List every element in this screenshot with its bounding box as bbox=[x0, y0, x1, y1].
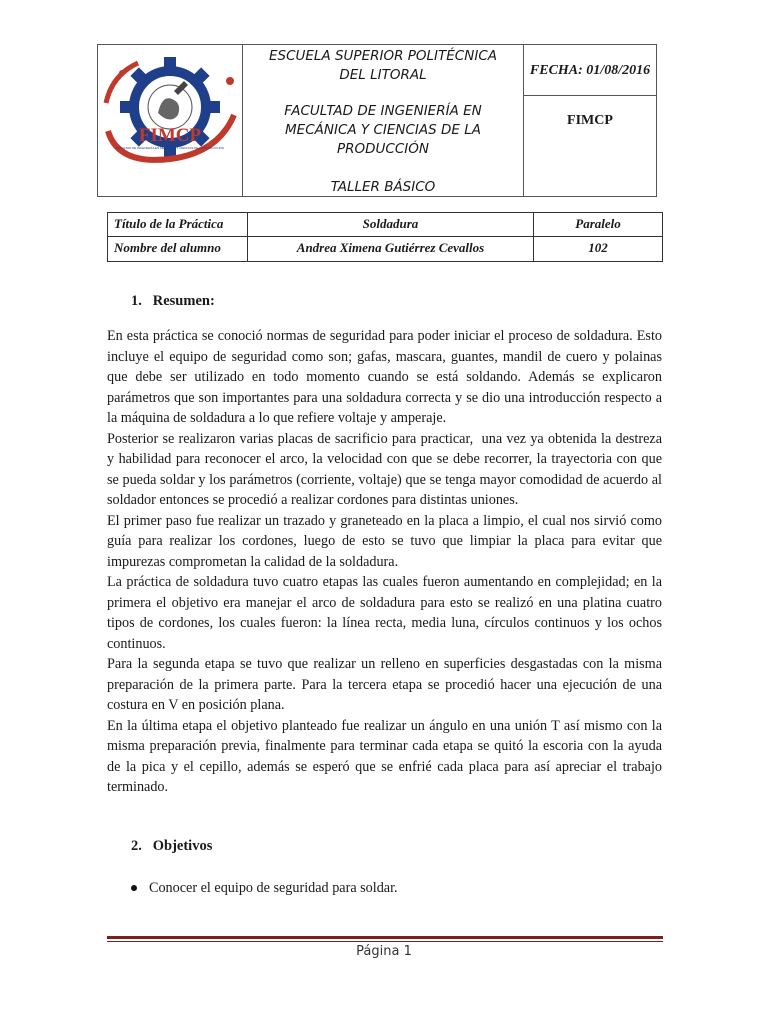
faculty-line-1: FACULTAD DE INGENIERÍA EN bbox=[284, 103, 482, 119]
logo-subtext: FACULTAD DE INGENIERÍA EN MECÁNICA Y CIENCIAS DE LA PRODUCCIÓN bbox=[115, 146, 225, 150]
paragraph: Para la segunda etapa se tuvo que realizar un relleno en superficies desgastadas con la misma preparación de la primera parte. Para la tercera etapa se procedió hacer una ejecución de una costura en V en posición plana. bbox=[107, 656, 662, 713]
fimcp-logo bbox=[98, 45, 243, 196]
student-name-value: Andrea Ximena Gutiérrez Cevallos bbox=[248, 237, 534, 261]
institution-cell bbox=[243, 45, 524, 196]
course-name: TALLER BÁSICO bbox=[330, 179, 436, 195]
table-row bbox=[108, 213, 662, 237]
school-name bbox=[243, 47, 523, 85]
bullet-text: Conocer el equipo de seguridad para soldar. bbox=[149, 880, 398, 896]
paragraph: Posterior se realizaron varias placas de sacrificio para practicar, una vez ya obtenida la destreza y habilidad para reconocer el arco, la velocidad con que se debe recorrer, la trayectoria con que se pueda soldar y los parámetros (corriente, voltaje) que se tenga mayor comodidad de acuerdo al soldador entonces se procedió a realizar cordones para distintas uniones. bbox=[107, 430, 662, 508]
logo-text: FIMCP bbox=[138, 125, 202, 146]
practice-title-label: Título de la Práctica bbox=[108, 213, 248, 237]
paragraph: En esta práctica se conoció normas de seguridad para poder iniciar el proceso de soldadura. Esto incluye el equipo de seguridad como son; gafas, mascara, guantes, mandil de cuero y polainas que debe ser utilizado en todo momento cuando se está soldando. Además se explicaron parámetros que son importantes para una soldadura correcta y se dio una introducción respecto a la máquina de soldadura a lo que refiere voltaje y amperaje. bbox=[107, 328, 662, 426]
page-number: Página 1 bbox=[356, 944, 412, 959]
faculty-line-2: MECÁNICA Y CIENCIAS DE LA bbox=[285, 122, 481, 138]
table-row bbox=[108, 237, 662, 261]
footer-rule-thin bbox=[107, 941, 663, 942]
paragraph: En la última etapa el objetivo planteado fue realizar un ángulo en una unión T así mismo con la misma preparación previa, finalmente para terminar cada etapa se quitó la escoria con la ayuda de la pica y el cepillo, además se esperó que se enfrié cada placa para así apreciar el trabajo terminado. bbox=[107, 717, 662, 795]
student-name-label: Nombre del alumno bbox=[108, 237, 248, 261]
school-line-2: DEL LITORAL bbox=[339, 67, 427, 83]
school-line-1: ESCUELA SUPERIOR POLITÉCNICA bbox=[269, 48, 497, 64]
date-cell: FECHA: 01/08/2016 bbox=[524, 45, 656, 96]
parallel-value: 102 bbox=[588, 240, 608, 255]
paragraph: La práctica de soldadura tuvo cuatro etapas las cuales fueron aumentando en complejidad; en la primera el objetivo era manejar el arco de soldadura para esto se realizó en una platina cuatro tipos de cordones, los cuales fueron: la línea recta, media luna, círculos continuos y los ochos continuos. bbox=[107, 574, 662, 652]
logo-cell bbox=[98, 45, 243, 196]
paragraph: El primer paso fue realizar un trazado y graneteado en la placa a limpio, el cual nos sirvió como guía para realizar los cordones, luego de esto se tuvo que limpiar la placa para evitar que impurezas comprometan la calidad de la soldadura. bbox=[107, 512, 662, 570]
parallel-label: Paralelo bbox=[575, 216, 621, 231]
practice-info-table bbox=[107, 212, 663, 262]
bullet-icon bbox=[131, 885, 137, 891]
header-table bbox=[97, 44, 657, 197]
practice-title-value: Soldadura bbox=[248, 213, 534, 237]
faculty-line-3: PRODUCCIÓN bbox=[337, 141, 429, 157]
faculty-code-cell: FIMCP bbox=[567, 113, 613, 128]
section-heading-objetivos: 2. Objetivos bbox=[131, 838, 213, 854]
section-heading-resumen: 1. Resumen: bbox=[131, 293, 215, 309]
list-item bbox=[131, 880, 398, 897]
faculty-name bbox=[243, 102, 523, 159]
footer-rule bbox=[107, 936, 663, 939]
resumen-body bbox=[107, 326, 662, 798]
